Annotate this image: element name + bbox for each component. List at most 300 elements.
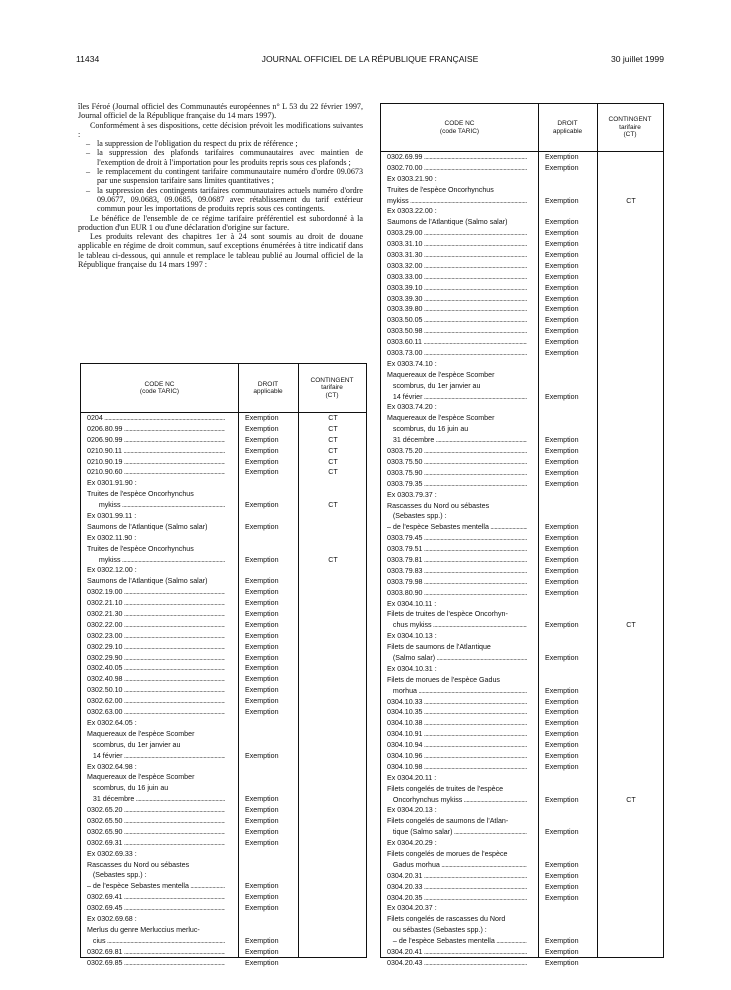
page-header [76,54,664,68]
droit-cell: Exemption [545,948,579,957]
droit-cell: Exemption [545,751,579,760]
ct-cell: CT [328,468,338,477]
table-row [81,903,366,914]
droit-cell: Exemption [545,229,579,238]
table-row [381,838,663,849]
droit-cell: Exemption [245,806,279,815]
droit-cell: Exemption [545,349,579,358]
code-cell: 0304.10.91 ..... [387,729,527,740]
code-cell: 0302.65.20 ..... [87,805,225,816]
code-cell: Filets congelés de saumons de l'Atlan- [387,817,509,826]
code-cell: 0302.70.00 ..... [387,163,527,174]
table-row [81,522,366,533]
ct-cell: CT [626,795,636,804]
code-cell: 0304.20.43 ..... [387,958,527,969]
table-row [381,653,663,664]
code-cell: 0210.90.19 ..... [87,457,225,468]
code-cell: mykiss ..... [387,196,527,207]
droit-cell: Exemption [545,327,579,336]
code-cell: 31 décembre ..... [387,435,527,446]
table-row [381,359,663,370]
code-cell: 0302.23.00 ..... [87,631,225,642]
table-row [381,261,663,272]
code-cell: Ex 0302.69.68 : [87,914,137,923]
droit-cell: Exemption [545,828,579,837]
droit-cell: Exemption [545,163,579,172]
table-row [381,751,663,762]
table-row [81,914,366,925]
table-row [381,533,663,544]
table-row [81,958,366,969]
droit-cell: Exemption [545,240,579,249]
table-row [381,522,663,533]
droit-cell: Exemption [545,468,579,477]
code-cell: 0204 ..... [87,413,225,424]
droit-cell: Exemption [245,631,279,640]
table-row [81,685,366,696]
code-cell: – de l'espèce Sebastes mentella ..... [87,881,225,892]
ct-cell: CT [328,446,338,455]
table-row [381,479,663,490]
table-row [381,936,663,947]
code-cell: 0302.40.98 ..... [87,674,225,685]
code-cell: Ex 0303.74.20 : [387,403,437,412]
ct-cell: CT [328,435,338,444]
table-row [381,697,663,708]
droit-cell: Exemption [545,741,579,750]
code-cell: 0304.10.98 ..... [387,762,527,773]
ct-cell: CT [328,414,338,422]
list-item: – la suppression des contingents tarifaires communautaires actuels numéro d'ordre 09.0677, 09.0683, 09.0685, 09.0687 avec rétablissement du tarif extérieur commun pour les importations de produits repris sous ces contingents. [78,186,363,214]
droit-cell: Exemption [245,468,279,477]
droit-cell: Exemption [245,947,279,956]
table-row [81,500,366,511]
table-row [381,348,663,359]
table-row [381,217,663,228]
table-row [81,729,366,740]
code-cell: 0303.75.50 ..... [387,457,527,468]
ct-abbrev: (CT) [325,391,339,399]
code-cell: 14 février ..... [87,751,225,762]
code-cell: (Sebastes spp.) : [387,512,447,521]
code-cell: Ex 0304.20.11 : [387,773,437,782]
code-cell: Ex 0302.64.98 : [87,762,137,771]
code-cell: 0303.31.30 ..... [387,250,527,261]
droit-cell: Exemption [245,827,279,836]
droit-cell: Exemption [245,620,279,629]
droit-cell: Exemption [245,653,279,662]
code-cell: – de l'espèce Sebastes mentella ..... [387,522,527,533]
table-row [81,881,366,892]
table-row [381,544,663,555]
code-cell: 0304.20.33 ..... [387,882,527,893]
code-cell: 0302.69.85 ..... [87,958,225,969]
table-row [381,958,663,969]
droit-cell: Exemption [545,251,579,260]
droit-cell: Exemption [545,479,579,488]
code-cell: 0302.22.00 ..... [87,620,225,631]
table-row [381,457,663,468]
intro-paragraph: îles Féroé (Journal officiel des Communautés européennes n° L 53 du 22 février 1997, Journal officiel de la République française du 14 mars 1997). [78,102,363,121]
droit-cell: Exemption [245,751,279,760]
code-cell: 0303.39.80 ..... [387,304,527,315]
code-cell: 0206.80.99 ..... [87,424,225,435]
droit-cell: Exemption [245,501,279,510]
code-cell: 0303.79.35 ..... [387,479,527,490]
table-row [81,511,366,522]
droit-cell: Exemption [545,882,579,891]
ct-cell: CT [328,501,338,510]
droit-cell: Exemption [545,937,579,946]
ct-cell: CT [328,555,338,564]
code-cell: Ex 0302.12.00 : [87,566,137,575]
code-cell: 0304.10.94 ..... [387,740,527,751]
droit-cell: Exemption [245,457,279,466]
modifications-list [78,139,363,213]
table-row [81,457,366,468]
droit-cell: Exemption [545,447,579,456]
code-cell: 0304.10.35 ..... [387,707,527,718]
droit-cell: Exemption [245,893,279,902]
table-row [381,185,663,196]
table-row [381,784,663,795]
table-row [81,707,366,718]
code-cell: Ex 0303.21.90 : [387,174,437,183]
table-row [381,642,663,653]
droit-cell: Exemption [545,272,579,281]
droit-cell: Exemption [245,588,279,597]
table-row [81,947,366,958]
droit-cell: Exemption [545,153,579,161]
code-cell: chus mykiss ..... [387,620,527,631]
code-cell: 0303.32.00 ..... [387,261,527,272]
droit-cell: Exemption [545,588,579,597]
table-row [381,174,663,185]
code-cell: 0210.90.60 ..... [87,467,225,478]
table-row [381,947,663,958]
droit-cell: Exemption [245,414,279,422]
table-row [381,860,663,871]
droit-cell: Exemption [245,610,279,619]
code-cell: 0303.79.98 ..... [387,577,527,588]
table-row [381,795,663,806]
code-cell: mykiss ..... [87,555,225,566]
code-cell: Filets congelés de rascasses du Nord [387,915,506,924]
code-cell: 0304.10.96 ..... [387,751,527,762]
code-cell: 0302.29.10 ..... [87,642,225,653]
code-header: CODE NC [144,380,175,388]
code-cell: Ex 0302.69.33 : [87,849,137,858]
droit-subheader: applicable [253,388,283,395]
table-row [381,392,663,403]
table-row [381,805,663,816]
table-row [81,576,366,587]
code-header: CODE NC [444,120,475,127]
droit-cell: Exemption [545,555,579,564]
code-cell: 0210.90.11 ..... [87,446,225,457]
droit-cell: Exemption [545,283,579,292]
ct-subheader: tarifaire [321,384,343,392]
code-cell: Ex 0304.10.11 : [387,599,437,608]
code-cell: 0303.79.51 ..... [387,544,527,555]
list-item: – la suppression de l'obligation du respect du prix de référence ; [78,139,363,148]
code-cell: Truites de l'espèce Oncorhynchus [87,544,194,553]
page-number: 11434 [76,54,100,64]
droit-cell: Exemption [545,196,579,205]
code-cell: 0303.79.83 ..... [387,566,527,577]
droit-cell: Exemption [545,523,579,532]
table-row [381,152,663,163]
table-header [381,104,663,152]
code-cell: Ex 0302.64.05 : [87,718,137,727]
ct-cell: CT [626,196,636,205]
table-row [381,903,663,914]
table-row [81,587,366,598]
droit-cell: Exemption [245,424,279,433]
table-row [381,762,663,773]
code-cell: Truites de l'espèce Oncorhynchus [87,490,194,499]
droit-cell: Exemption [545,338,579,347]
table-row [381,914,663,925]
table-row [381,588,663,599]
table-row [81,794,366,805]
table-row [381,827,663,838]
code-cell: 0304.20.35 ..... [387,893,527,904]
table-row [81,870,366,881]
table-row [381,206,663,217]
table-row [381,925,663,936]
table-row [81,598,366,609]
code-cell: Ex 0301.91.90 : [87,479,137,488]
code-cell: scombrus, du 16 juin au [87,784,169,793]
code-cell: 0302.29.90 ..... [87,653,225,664]
table-row [381,631,663,642]
table-row [381,370,663,381]
code-cell: cius ..... [87,936,225,947]
table-row [81,478,366,489]
table-row [81,674,366,685]
ct-subheader: tarifaire [619,123,641,131]
code-cell: 0302.69.45 ..... [87,903,225,914]
code-cell: 0302.62.00 ..... [87,696,225,707]
table-row [81,609,366,620]
code-cell: (Salmo salar) ..... [387,653,527,664]
code-cell: Ex 0304.20.29 : [387,839,437,848]
droit-cell: Exemption [545,436,579,445]
code-cell: 0303.73.00 ..... [387,348,527,359]
droit-cell: Exemption [545,762,579,771]
table-row [381,729,663,740]
droit-cell: Exemption [245,642,279,651]
table-row [381,250,663,261]
table-row [81,860,366,871]
code-cell: 0303.79.81 ..... [387,555,527,566]
table-row [81,435,366,446]
table-row [381,315,663,326]
code-cell: 0302.50.10 ..... [87,685,225,696]
droit-cell: Exemption [545,392,579,401]
table-row [381,424,663,435]
droit-cell: Exemption [245,795,279,804]
table-row [81,827,366,838]
droit-cell: Exemption [545,958,579,967]
droit-cell: Exemption [545,545,579,554]
droit-cell: Exemption [545,730,579,739]
list-item: – le remplacement du contingent tarifaire communautaire numéro d'ordre 09.0673 par une suspension tarifaire sans limites quantitatives ; [78,167,363,186]
table-body [81,413,366,968]
code-cell: 0302.69.81 ..... [87,947,225,958]
ct-header: CONTINGENT [608,116,652,124]
code-cell: 0303.29.00 ..... [387,228,527,239]
droit-cell: Exemption [245,838,279,847]
ct-cell: CT [626,621,636,630]
droit-cell: Exemption [545,860,579,869]
code-cell: Saumons de l'Atlantique (Salmo salar) [387,218,508,227]
table-row [381,196,663,207]
code-subheader: (code TARIC) [139,388,180,395]
code-subheader: (code TARIC) [439,127,480,135]
droit-header: DROIT [557,120,578,127]
droit-cell: Exemption [245,577,279,586]
table-row [381,871,663,882]
ct-abbrev: (CT) [623,131,637,139]
journal-title: JOURNAL OFFICIEL DE LA RÉPUBLIQUE FRANÇAISE [261,54,479,64]
table-row [381,599,663,610]
droit-cell: Exemption [545,697,579,706]
table-row [381,707,663,718]
table-row [81,925,366,936]
table-row [381,893,663,904]
table-row [381,413,663,424]
droit-cell: Exemption [545,261,579,270]
droit-cell: Exemption [245,599,279,608]
code-cell: – de l'espèce Sebastes mentella ..... [387,936,527,947]
code-cell: mykiss ..... [87,500,225,511]
droit-cell: Exemption [545,653,579,662]
code-cell: Oncorhynchus mykiss ..... [387,795,527,806]
table-row [81,762,366,773]
code-cell: 0302.69.99 ..... [387,152,527,163]
code-cell: 14 février ..... [387,392,527,403]
table-row [381,816,663,827]
table-row [81,413,366,424]
droit-cell: Exemption [245,882,279,891]
droit-cell: Exemption [545,316,579,325]
tariff-table-left [80,363,367,967]
code-cell: 0302.69.41 ..... [87,892,225,903]
code-cell: Gadus morhua ..... [387,860,527,871]
table-row [81,849,366,860]
code-cell: 0206.90.99 ..... [87,435,225,446]
code-cell: Filets de truites de l'espèce Oncorhyn- [387,610,508,619]
droit-cell: Exemption [545,534,579,543]
table-row [381,849,663,860]
droit-subheader: applicable [552,127,583,135]
decision-text [78,102,363,269]
code-cell: scombrus, du 1er janvier au [87,740,181,749]
code-cell: Rascasses du Nord ou sébastes [87,860,190,869]
code-cell: 0303.75.90 ..... [387,468,527,479]
code-cell: 0303.80.90 ..... [387,588,527,599]
code-cell: scombrus, du 16 juin au [387,425,469,434]
table-row [381,577,663,588]
code-cell: Ex 0303.79.37 : [387,490,437,499]
table-row [81,620,366,631]
code-cell: Maquereaux de l'espèce Scomber [387,370,495,379]
table-row [381,555,663,566]
code-cell: Maquereaux de l'espèce Scomber [87,729,195,738]
droit-cell: Exemption [545,719,579,728]
table-row [81,489,366,500]
droit-header: DROIT [257,380,279,388]
table-row [381,620,663,631]
table-row [381,609,663,620]
code-cell: Ex 0303.74.10 : [387,359,437,368]
droit-cell: Exemption [545,621,579,630]
droit-cell: Exemption [545,218,579,227]
modifications-paragraph: Conformément à ses dispositions, cette décision prévoit les modifications suivantes : [78,120,363,139]
table-row [81,544,366,555]
code-cell: 0302.65.90 ..... [87,827,225,838]
table-row [81,467,366,478]
code-cell: 0304.10.33 ..... [387,697,527,708]
code-cell: 0303.39.10 ..... [387,283,527,294]
code-cell: 0303.60.11 ..... [387,337,527,348]
droit-cell: Exemption [245,664,279,673]
code-cell: Truites de l'espèce Oncorhynchus [387,185,494,194]
publication-date: 30 juillet 1999 [610,54,664,64]
table-row [81,555,366,566]
table-row [81,642,366,653]
table-row [81,696,366,707]
code-cell: Ex 0304.10.31 : [387,664,437,673]
table-row [381,381,663,392]
code-cell: 0303.39.30 ..... [387,294,527,305]
droit-cell: Exemption [245,522,279,531]
table-row [381,272,663,283]
tariff-table-right [380,103,664,967]
table-row [381,686,663,697]
code-cell: Saumons de l'Atlantique (Salmo salar) [87,522,208,531]
table-row [381,337,663,348]
table-row [81,663,366,674]
droit-cell: Exemption [545,893,579,902]
code-cell: 0302.21.30 ..... [87,609,225,620]
code-cell: 0303.33.00 ..... [387,272,527,283]
droit-cell: Exemption [245,708,279,717]
code-cell: 0303.75.20 ..... [387,446,527,457]
table-row [381,740,663,751]
droit-cell: Exemption [545,305,579,314]
code-cell: 0302.19.00 ..... [87,587,225,598]
table-row [381,675,663,686]
table-row [381,283,663,294]
droit-cell: Exemption [545,871,579,880]
table-row [381,304,663,315]
table-body [381,152,663,969]
code-cell: Ex 0304.20.13 : [387,806,437,815]
table-row [81,892,366,903]
droit-cell: Exemption [545,686,579,695]
code-cell: Filets congelés de morues de l'espèce [387,850,508,858]
table-row [81,446,366,457]
ct-header: CONTINGENT [310,376,354,384]
chapters-paragraph: Les produits relevant des chapitres 1er à 24 sont soumis au droit de douane applicable en régime de droit commun, sauf exceptions énumérées à titre indicatif dans le tableau ci-dessous, qui annule et remplace le tableau publié au Journal officiel de la République française du 14 mars 1997 : [78,232,363,270]
code-cell: ou sébastes (Sebastes spp.) : [387,926,487,935]
droit-cell: Exemption [245,675,279,684]
code-cell: Maquereaux de l'espèce Scomber [387,414,495,423]
code-cell: scombrus, du 1er janvier au [387,381,481,390]
